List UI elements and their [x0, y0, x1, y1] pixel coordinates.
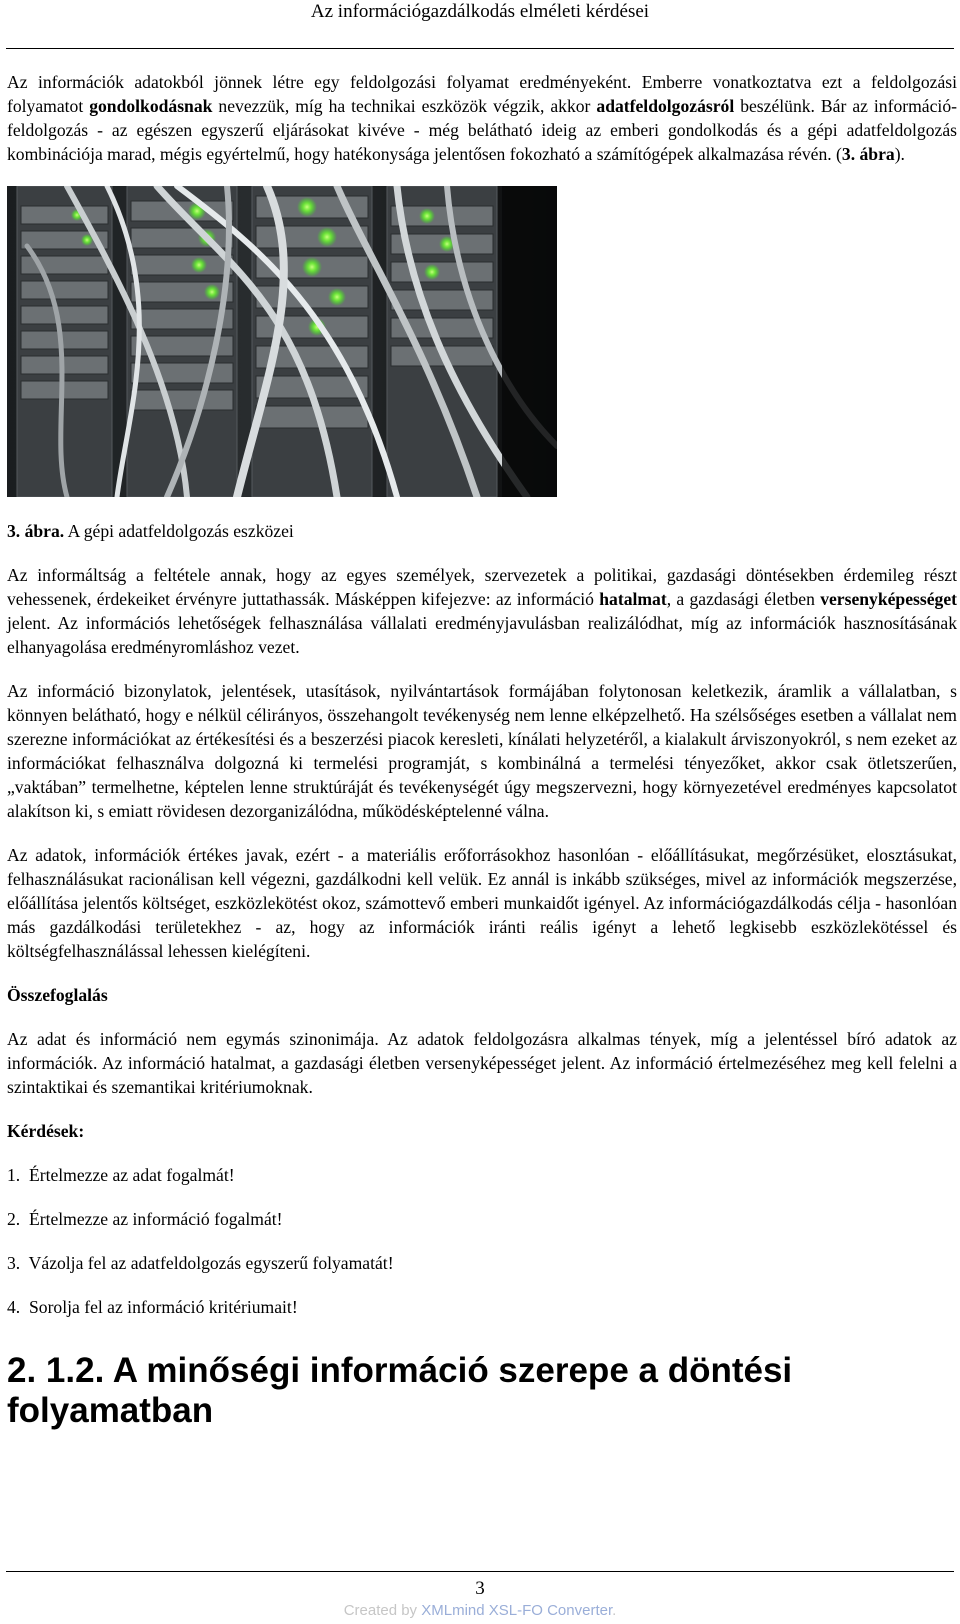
body-text	[7, 70, 957, 1431]
text-run: beszélünk. Bár az információ-feldolgozás - az egészen egyszerű eljárásokat kivéve - még belátható ideig az emberi gondolkodás és a gépi adatfeldolgozás kombinációja marad, mégis egyértelmű, hogy hatékonysága jelentősen fokozható a számítógépek alkalmazása révén. (	[7, 96, 957, 164]
question-item: 4. Sorolja fel az információ kritériumait!	[7, 1297, 298, 1317]
figure-caption	[7, 519, 957, 543]
footer-rule	[6, 1571, 954, 1572]
figure-reference: 3. ábra	[841, 144, 895, 164]
questions-heading	[7, 1119, 957, 1143]
paragraph-information-management: Az adatok, információk értékes javak, ezért - a materiális erőforrásokhoz hasonlóan - előállításukat, megőrzésüket, elosztásukat, felhasználásukat racionálisan kell végezni, gazdálkodni kell velük. Ez annál is inkább szükséges, mivel az információk megszerzése, előállítása jelentős költséget, eszközlekötést okoz, számottevő emberi munkaidőt igényel. Az információgazdálkodás célja - hasonlóan más gazdálkodási területekhez - az, hogy az információk iránti reális igényt a lehető legkisebb eszközlekötéssel és költségfelhasználással lehessen kielégíteni.	[7, 845, 957, 961]
paragraph-informedness	[7, 563, 957, 659]
creator-tool-link[interactable]: XMLmind XSL-FO Converter	[421, 1602, 613, 1619]
bold-term: adatfeldolgozásról	[596, 96, 735, 116]
creator-credit	[0, 1601, 960, 1621]
paragraph-intro	[7, 70, 957, 166]
text-run: Az informáltság a feltétele annak, hogy az egyes személyek, szervezetek a politikai, gazdasági döntésekben érdemileg részt vehessenek, érdekeiket érvényre juttathassák. Másképpen kifejezve: az információ	[7, 565, 957, 609]
paragraph-information-flow: Az információ bizonylatok, jelentések, utasítások, nyilvántartások formájában folytonosan keletkezik, áramlik a vállalatban, s könnyen belátható, hogy e nélkül célirányos, összehangolt tevékenység nem lenne elképzelhető. Ha szélsőséges esetben a vállalat nem szerezne információkat az értékesítési és a beszerzési piacok keresleti, kínálati helyzetéről, a kialakult árviszonyokról, s nem ezeket az információkat felhasználva dolgozná ki termelési programját, s kombinálná a termelési tényezőket, akkor csak ötletszerűen, „vaktában” termelhetne, képtelen lenne struktúráját és tevékenységét úgy megszervezni, hogy környezetével eredményes kapcsolatot alakítson ki, s emiatt rövidesen dezorganizálódna, működésképtelenné válna.	[7, 681, 957, 821]
header-rule	[6, 48, 954, 49]
bold-term: gondolkodásnak	[89, 96, 213, 116]
text-run: nevezzük, míg ha technikai eszközök végzik, akkor	[212, 96, 597, 116]
questions-heading-text: Kérdések:	[7, 1121, 85, 1141]
server-rack-illustration	[7, 186, 557, 497]
question-item: 1. Értelmezze az adat fogalmát!	[7, 1165, 235, 1185]
caption-number: 3. ábra.	[7, 521, 65, 541]
summary-heading	[7, 983, 957, 1007]
server-rack-photo	[7, 186, 557, 497]
summary-heading-text: Összefoglalás	[7, 985, 108, 1005]
creator-prefix: Created by	[343, 1602, 422, 1619]
text-run: ).	[894, 144, 905, 164]
text-run: jelent. Az információs lehetőségek felhasználása vállalati eredményjavulásban realizálódhat, míg az információk hasznosításának elhanyagolása eredményromláshoz vezet.	[7, 613, 957, 657]
bold-term: hatalmat	[599, 589, 667, 609]
section-heading: 2. 1.2. A minőségi információ szerepe a döntési folyamatban	[7, 1351, 793, 1430]
bold-term: versenyképességet	[820, 589, 957, 609]
question-item: 3. Vázolja fel az adatfeldolgozás egyszerű folyamatát!	[7, 1253, 394, 1273]
caption-text: A gépi adatfeldolgozás eszközei	[64, 521, 294, 541]
question-item: 2. Értelmezze az információ fogalmát!	[7, 1209, 283, 1229]
text-run: Az információk adatokból jönnek létre egy feldolgozási folyamat eredményeként. Emberre vonatkoztatva ezt a feldolgozási folyamatot	[7, 72, 957, 116]
text-run: , a gazdasági életben	[666, 589, 821, 609]
running-header: Az információgazdálkodás elméleti kérdései	[310, 1, 650, 22]
creator-period: .	[612, 1602, 617, 1619]
summary-text: Az adat és információ nem egymás szinonimája. Az adatok feldolgozásra alkalmas tények, míg a jelentéssel bíró adatok az információk. Az információ hatalmat, a gazdasági életben versenyképességet jelent. Az információ értelmezéséhez meg kell felelni a szintaktikai és szemantikai kritériumoknak.	[7, 1029, 957, 1097]
page-number: 3	[475, 1578, 485, 1599]
